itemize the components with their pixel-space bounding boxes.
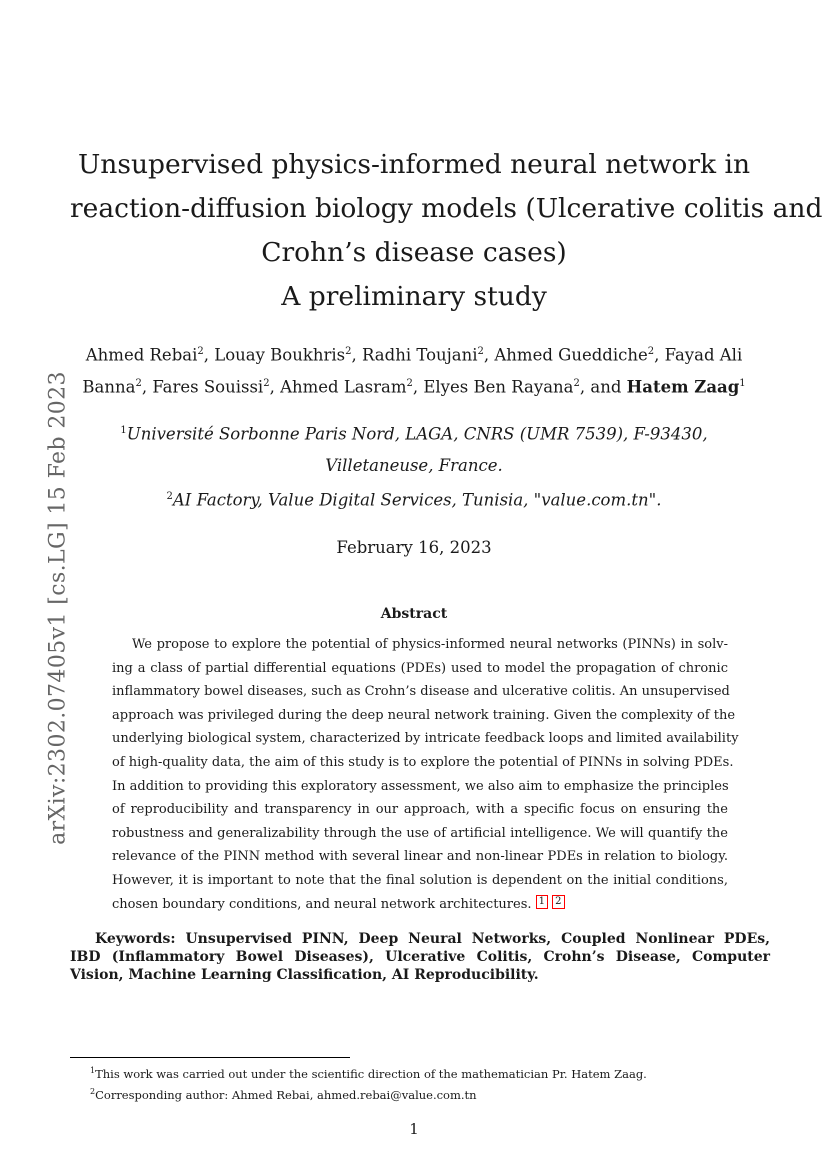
- author-name: Elyes Ben Rayana: [423, 377, 574, 396]
- author-conjunction: and: [590, 377, 622, 396]
- affiliation-text: AI Factory, Value Digital Services, Tunisia, "value.com.tn".: [172, 490, 662, 509]
- affiliations: [70, 415, 758, 515]
- footnote: [90, 1083, 647, 1104]
- affiliation-line: [70, 481, 758, 516]
- abstract-body: [112, 633, 739, 916]
- abstract-line: inflammatory bowel diseases, such as Crohn’s disease and ulcerative colitis. An unsupervised: [112, 684, 730, 700]
- author-name: Louay Boukhris: [214, 345, 346, 365]
- author-name: Radhi Toujani: [362, 345, 478, 365]
- arxiv-stamp: arXiv:2302.07405v1 [cs.LG] 15 Feb 2023: [45, 371, 71, 845]
- abstract-line: underlying biological system, characterized by intricate feedback loops and limited availability: [112, 731, 739, 747]
- author-name: Fares Souissi: [152, 377, 264, 396]
- abstract-line: We propose to explore the potential of physics-informed neural networks (PINNs) in solv-: [132, 637, 728, 652]
- title-line: reaction-diffusion biology models (Ulcerative colitis and: [70, 193, 823, 224]
- paper-title: [70, 143, 823, 319]
- author-affil-mark: 2: [263, 377, 270, 389]
- author-name: Ahmed Rebai: [85, 345, 198, 365]
- affiliation-text: Villetaneuse, France.: [325, 455, 503, 475]
- abstract-line: relevance of the PINN method with several linear and non-linear PDEs in relation to biology.: [112, 849, 728, 865]
- corresponding-author-name: Hatem Zaag: [626, 377, 740, 396]
- footnote-divider: [70, 1057, 350, 1058]
- author-affil-mark: 1: [739, 377, 746, 389]
- keywords-line: Vision, Machine Learning Classification, AI Reproducibility.: [70, 967, 539, 983]
- title-line: A preliminary study: [281, 281, 547, 312]
- affiliation-line: [70, 415, 758, 450]
- author-affil-mark: 2: [647, 346, 655, 357]
- author-affil-mark: 2: [135, 377, 142, 389]
- author-affil-mark: 2: [573, 377, 580, 389]
- affiliation-mark: 1: [120, 425, 127, 436]
- author-affil-mark: 2: [477, 346, 484, 357]
- footnote-text: This work was carried out under the scientific direction of the mathematician Pr. Hatem Zaag.: [95, 1066, 647, 1081]
- page-number: 1: [409, 1120, 419, 1138]
- author-affil-mark: 2: [345, 346, 352, 357]
- footnote-link[interactable]: 2: [552, 895, 564, 909]
- affiliation-text: Université Sorbonne Paris Nord, LAGA, CNRS (UMR 7539), F-93430,: [126, 424, 708, 444]
- footnote-mark: 1: [90, 1066, 96, 1075]
- abstract-line: ing a class of partial differential equations (PDEs) used to model the propagation of chronic: [112, 660, 728, 676]
- author-name: Ahmed Gueddiche: [494, 345, 648, 365]
- title-line: Unsupervised physics-informed neural network in: [77, 149, 751, 180]
- author-affil-mark: 2: [406, 377, 413, 389]
- author-name: Banna: [82, 377, 136, 396]
- title-line: Crohn’s disease cases): [261, 237, 567, 268]
- keywords-line: IBD (Inflammatory Bowel Diseases), Ulcerative Colitis, Crohn’s Disease, Computer: [70, 949, 770, 965]
- abstract-line-last: [112, 893, 728, 917]
- abstract-line: In addition to providing this exploratory assessment, we also aim to emphasize the principles: [112, 778, 729, 794]
- author-name: Ahmed Lasram: [280, 377, 407, 396]
- affiliation-line: [70, 450, 758, 481]
- abstract-line: chosen boundary conditions, and neural network architectures.: [112, 896, 532, 912]
- footnotes: [90, 1062, 647, 1104]
- keywords: [70, 930, 770, 984]
- abstract-heading: Abstract: [380, 606, 448, 622]
- abstract-line: of reproducibility and transparency in our approach, with a specific focus on ensuring the: [112, 802, 728, 818]
- abstract-line: approach was privileged during the deep neural network training. Given the complexity of the: [112, 707, 736, 723]
- author-affil-mark: 2: [197, 346, 204, 357]
- footnote-mark: 2: [90, 1086, 96, 1096]
- keywords-line: Keywords: Unsupervised PINN, Deep Neural Networks, Coupled Nonlinear PDEs,: [95, 931, 770, 947]
- author-name: Fayad Ali: [664, 345, 743, 365]
- footnote-text: Corresponding author: Ahmed Rebai, ahmed.rebai@value.com.tn: [95, 1087, 477, 1102]
- abstract-line: of high-quality data, the aim of this study is to explore the potential of PINNs in solving PDEs.: [112, 754, 734, 770]
- footnote: [90, 1062, 647, 1083]
- author-line: Banna$^2$, Fares Souissi$^2$, Ahmed Lasram$^2$, Elyes Ben Rayana$^2$, and Hatem Zaag$^1$: [82, 377, 746, 396]
- publication-date: February 16, 2023: [336, 538, 492, 557]
- abstract-line: robustness and generalizability through the use of artificial intelligence. We will quantify the: [112, 825, 728, 841]
- affiliation-mark: 2: [166, 490, 173, 502]
- author-list: [70, 338, 758, 401]
- footnote-link[interactable]: 1: [536, 895, 548, 909]
- author-line: Ahmed Rebai$^2$, Louay Boukhris$^2$, Radhi Toujani$^2$, Ahmed Gueddiche$^2$, Fayad Ali: [85, 345, 743, 365]
- abstract-line: However, it is important to note that the final solution is dependent on the initial conditions,: [112, 872, 728, 888]
